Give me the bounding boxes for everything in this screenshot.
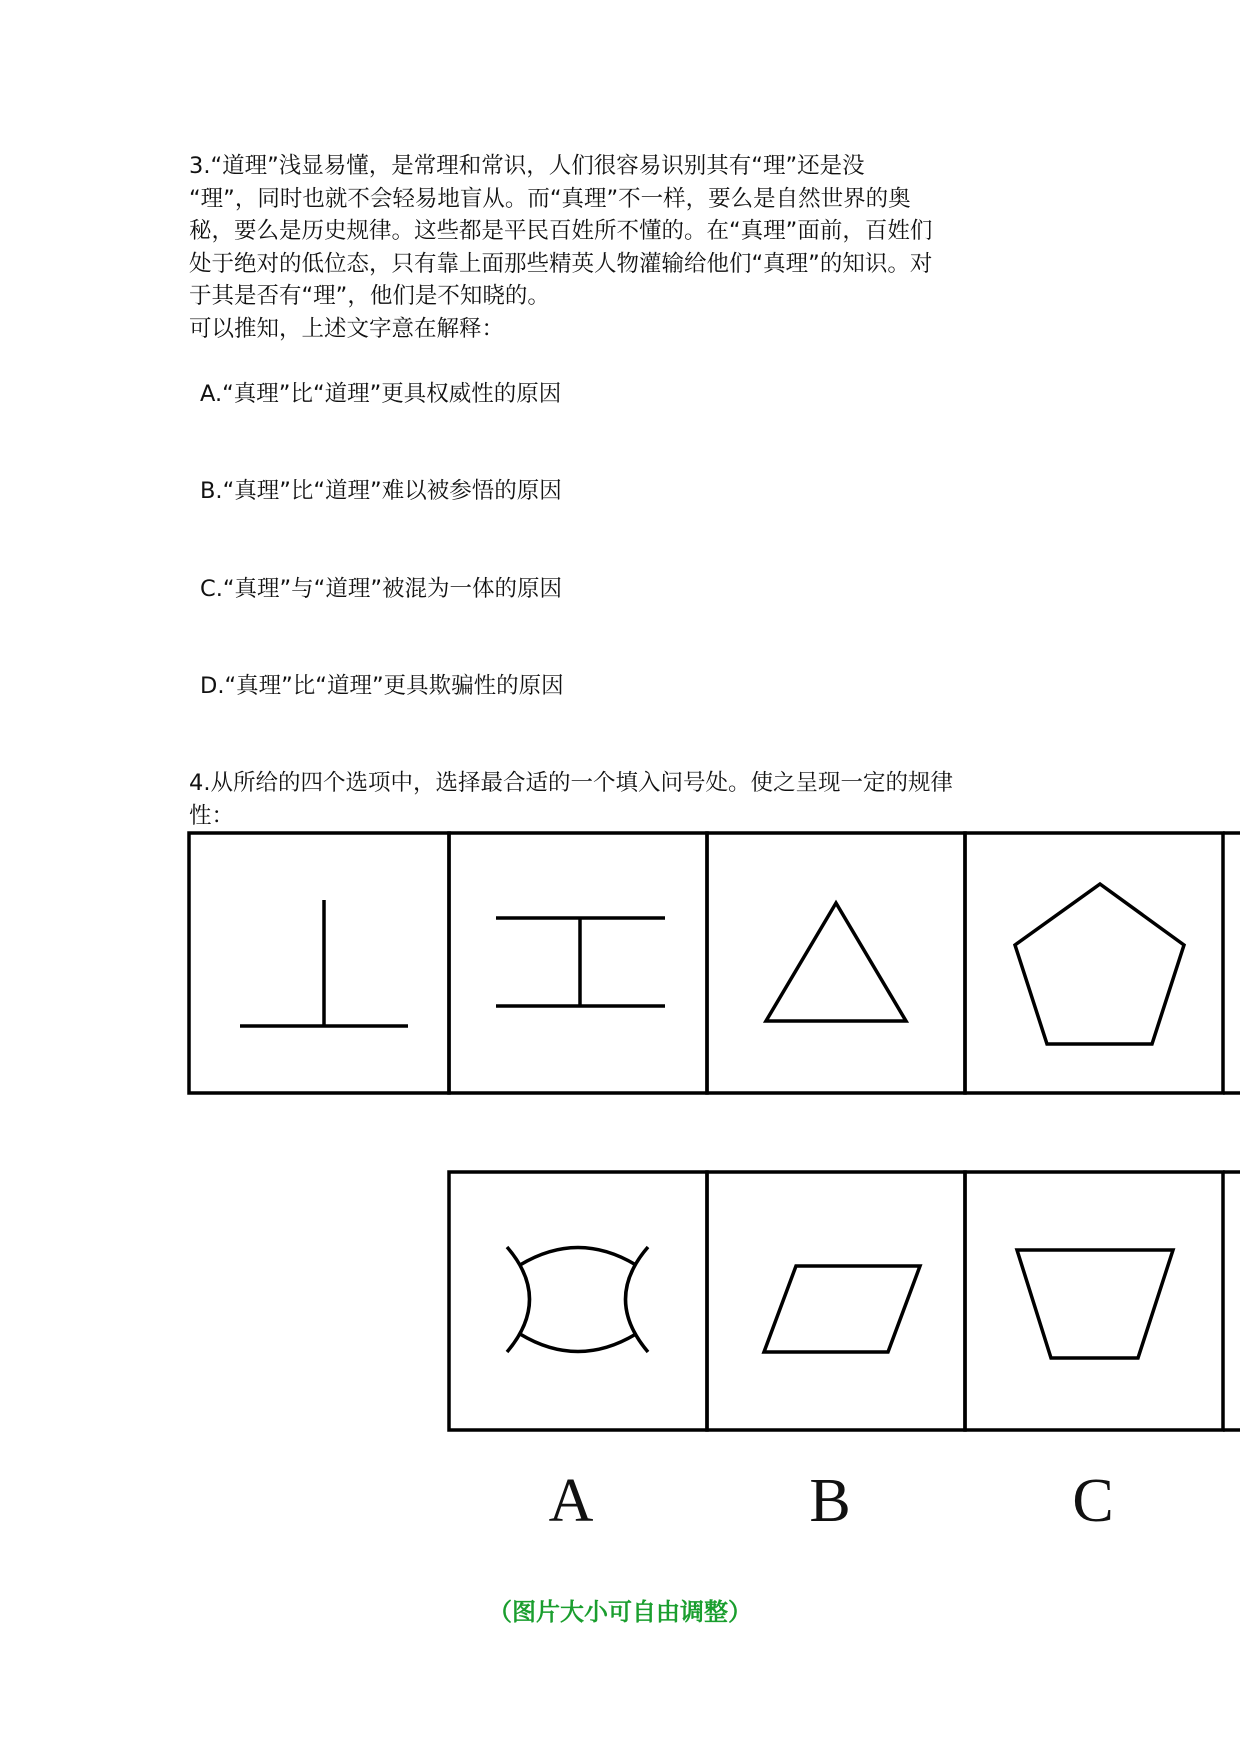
trapezoid-icon xyxy=(1017,1250,1173,1358)
i-beam-icon xyxy=(496,918,665,1006)
option-letter-b: B xyxy=(809,1467,851,1535)
question-4-line: 4.从所给的四个选项中，选择最合适的一个填入问号处。使之呈现一定的规律 xyxy=(189,770,953,796)
option-b: B.“真理”比“道理”难以被参悟的原因 xyxy=(200,478,562,504)
question-3-line: 处于绝对的低位态，只有靠上面那些精英人物灌输给他们“真理”的知识。对 xyxy=(189,250,933,277)
question-3-line: 于其是否有“理”，他们是不知晓的。 xyxy=(189,283,550,309)
sequence-cell-2 xyxy=(449,833,707,1093)
option-letter-a: A xyxy=(548,1467,594,1535)
sequence-cell-1 xyxy=(189,833,449,1093)
sequence-row xyxy=(189,833,1240,1093)
option-letter-c: C xyxy=(1072,1467,1114,1535)
question-4-line: 性： xyxy=(189,802,235,829)
triangle-icon xyxy=(766,903,906,1021)
question-3-line: 3.“道理”浅显易懂，是常理和常识，人们很容易识别其有“理”还是没 xyxy=(189,153,865,179)
option-c: C.“真理”与“道理”被混为一体的原因 xyxy=(200,576,562,602)
image-size-note: （图片大小可自由调整） xyxy=(488,1598,752,1626)
question-3-line: 秘，要么是历史规律。这些都是平民百姓所不懂的。在“真理”面前，百姓们 xyxy=(189,218,933,244)
option-d: D.“真理”比“道理”更具欺骗性的原因 xyxy=(200,673,564,699)
sequence-cell-4 xyxy=(965,833,1223,1093)
options-row xyxy=(449,1172,1240,1430)
option-cell-b xyxy=(707,1172,965,1430)
question-3-line: “理”，同时也就不会轻易地盲从。而“真理”不一样，要么是自然世界的奥 xyxy=(189,185,911,212)
option-a: A.“真理”比“道理”更具权威性的原因 xyxy=(200,381,562,407)
sequence-cell-3 xyxy=(707,833,965,1093)
crossed-arcs-icon xyxy=(507,1247,648,1352)
pentagon-icon xyxy=(1015,884,1184,1044)
inverted-t-icon xyxy=(240,900,408,1026)
question-3-prompt: 可以推知，上述文字意在解释： xyxy=(189,315,505,342)
parallelogram-icon xyxy=(764,1266,920,1352)
option-cell-c xyxy=(965,1172,1223,1430)
option-cell-a xyxy=(449,1172,707,1430)
